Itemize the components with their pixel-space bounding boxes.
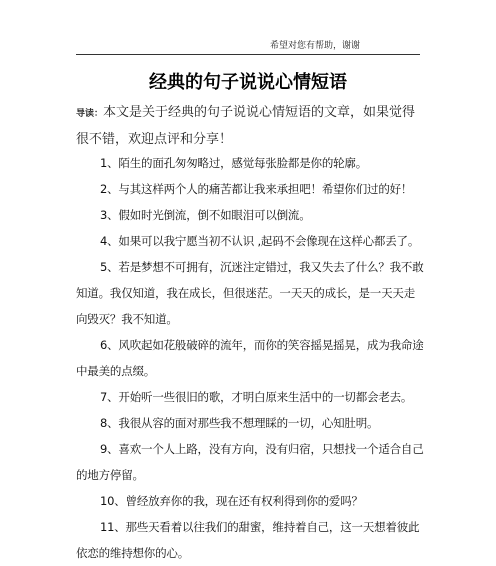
list-item: 1、陌生的面孔匆匆略过，感觉每张脸都是你的轮廓。 (100, 156, 368, 170)
sentence-list (76, 150, 424, 566)
intro-label: 导读： (76, 109, 104, 119)
list-item: 4、如果可以我宁愿当初不认识 ,起码不会像现在这样心都丢了。 (100, 234, 420, 248)
list-item: 5、若是梦想不可拥有，沉迷注定错过，我又失去了什么？我不敢知道。我仅知道，我在成长，但很迷茫。一天天的成长，是一天天走向毁灭？我不知道。 (76, 260, 424, 326)
list-item: 6、风吹起如花般破碎的流年，而你的笑容摇晃摇晃，成为我命途中最美的点缀。 (76, 338, 424, 378)
list-item: 9、喜欢一个人上路，没有方向，没有归宿，只想找一个适合自己的地方停留。 (76, 442, 424, 482)
list-item: 7、开始听一些很旧的歌，才明白原来生活中的一切都会老去。 (100, 390, 413, 404)
intro-paragraph (76, 100, 422, 153)
list-item: 3、假如时光倒流，倒不如眼泪可以倒流。 (100, 208, 311, 222)
page-title: 经典的句子说说心情短语 (149, 72, 347, 93)
header-note: 希望对您有帮助，谢谢 (270, 41, 361, 51)
list-item: 8、我很从容的面对那些我不想理睬的一切，心知肚明。 (100, 416, 379, 430)
intro-text: 本文是关于经典的句子说说心情短语的文章，如果觉得很不错，欢迎点评和分享！ (76, 105, 416, 147)
list-item: 11、那些天看着以往我们的甜蜜，维持着自己，这一天想着彼此依恋的维持想你的心。 (76, 520, 420, 560)
list-item: 2、与其这样两个人的痛苦都让我来承担吧！希望你们过的好！ (100, 182, 413, 196)
header-divider (76, 54, 420, 55)
list-item: 10、曾经放弃你的我，现在还有权利得到你的爱吗？ (100, 494, 363, 508)
